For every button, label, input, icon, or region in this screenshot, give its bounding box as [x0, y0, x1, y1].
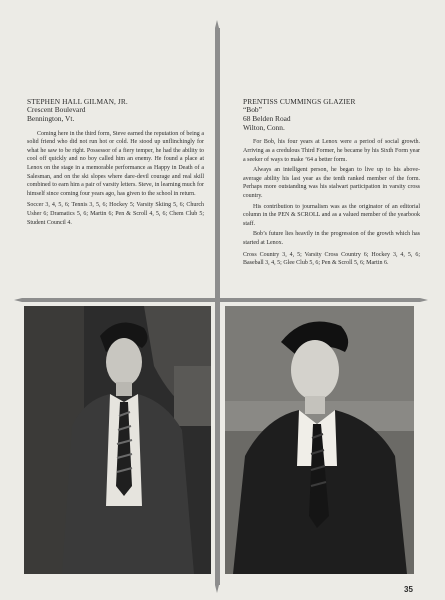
bio-paragraph: His contribution to journalism was as the originator of an editorial column in the PEN & SCROLL and as a valued member of the yearbook staff.	[243, 203, 420, 227]
vertical-divider	[215, 28, 220, 585]
right-entry	[243, 97, 420, 268]
page-number: 35	[404, 585, 413, 594]
student-address	[243, 106, 420, 132]
address-line: Crescent Boulevard	[27, 105, 86, 114]
bio-paragraph: Coming here in the third form, Steve earned the reputation of being a solid friend who did not run hot or cold. He stood up unflinchingly for what he saw to be right. Possessor of a fiery temper, he had the ability to cool off quickly and no boy called him an enemy. He found a place at Lenox on the stage in a memorable performance as Happy in Death of a Salesman, and on the ski slopes where dare-devil courage and real skill combined to earn him a pair of varsity letters. Steve, in learning much for himself since coming four years ago, has given to the school in return.	[27, 130, 204, 197]
activities-list: Soccer 3, 4, 5, 6; Tennis 3, 5, 6; Hockey 5; Varsity Skiing 5, 6; Church Usher 6; Dramatics 5, 6; Martin 6; Pen & Scroll 4, 5, 6; Chem Club 5; Student Council 4.	[27, 202, 204, 226]
portrait-illustration	[225, 306, 414, 574]
portrait-photo-left	[24, 306, 211, 574]
portrait-illustration	[24, 306, 211, 574]
horizontal-divider	[22, 298, 420, 302]
address-line: Wilton, Conn.	[243, 122, 285, 132]
activities-list: Cross Country 3, 4, 5; Varsity Cross Country 6; Hockey 3, 4, 5, 6; Baseball 3, 4, 5; Glee Club 5, 6; Pen & Scroll 5, 6; Martin 6.	[243, 251, 420, 267]
student-name: STEPHEN HALL GILMAN, JR.	[27, 97, 128, 106]
portrait-photo-right	[225, 306, 414, 574]
student-address	[27, 106, 204, 124]
student-nickname: “Bob”	[243, 105, 262, 114]
bio-paragraph: For Bob, his four years at Lenox were a period of social growth. Arriving as a credulous Third Former, he became by his Sixth Form year a seeker of ways to make ’64 a better form.	[243, 139, 420, 163]
bio-paragraph: Always an intelligent person, he began to live up to his above-average ability his last year as the tenth ranked member of the form. Perhaps more outstanding was his stalwart participation in varsity cross country.	[243, 167, 420, 199]
address-line: Bennington, Vt.	[27, 113, 75, 123]
bio-paragraph: Bob’s future lies heavily in the progression of the growth which has started at Lenox.	[243, 231, 420, 246]
student-name: PRENTISS CUMMINGS GLAZIER	[243, 97, 356, 106]
left-entry	[27, 97, 204, 227]
address-line: 68 Belden Road	[243, 113, 291, 123]
